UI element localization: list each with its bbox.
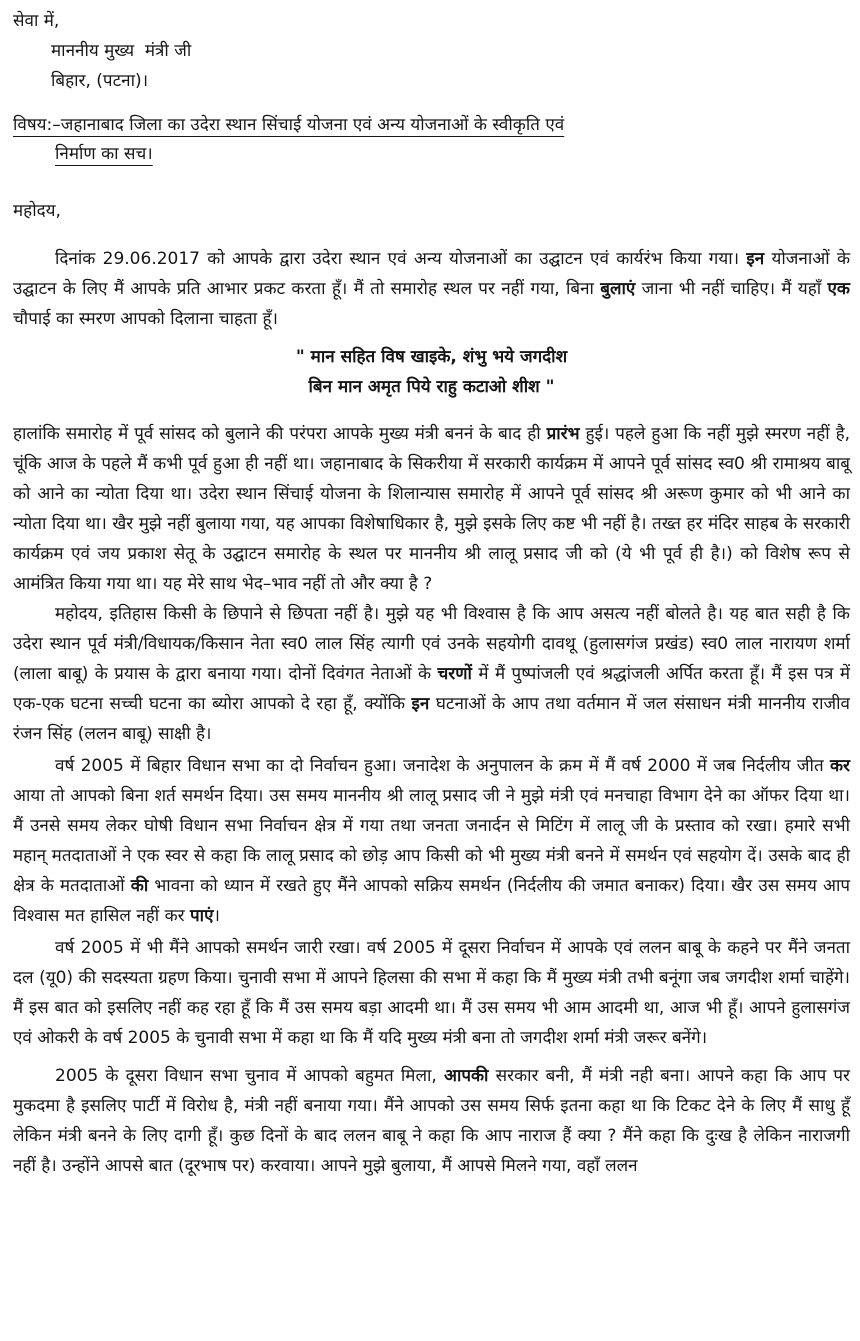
recipient-location: बिहार, (पटना)।: [51, 71, 149, 91]
paragraph-election-2005: वर्ष 2005 में बिहार विधान सभा का दो निर्वाचन हुआ। जनादेश के अनुपालन के क्रम में मैं वर्ष 2000 में जब निर्दलीय जीत कर आया तो आपको बिना शर्त समर्थन दिया। उस समय माननीय श्री लालू प्रसाद जी ने मुझे मंत्री एवं मनचाहा विभाग देने का ऑफर दिया था। मैं उनसे समय लेकर घोषी विधान सभा निर्वाचन क्षेत्र में गया तथा जनता जनार्दन से मिटिंग में लालू जी के प्रस्ताव को रखा। हमारे सभी महान् मतदाताओं ने एक स्वर से कहा कि लालू प्रसाद को छोड़ आप किसी को भी मुख्य मंत्री बनने में समर्थन एवं सहयोग दें। उसके बाद ही क्षेत्र के मतदाताओं की भावना को ध्यान में रखते हुए मैंने आपको सक्रिय समर्थन (निर्दलीय की जमात बनाकर) दिया। खैर उस समय आप विश्वास मत हासिल नहीं कर पाएं।: [13, 756, 850, 926]
subject-line-2: निर्माण का सच।: [55, 144, 153, 164]
couplet-line-2: बिन मान अमृत पिये राहु कटाओ शीश ": [308, 377, 555, 397]
couplet-quote: [13, 342, 850, 402]
paragraph-tradition: हालांकि समारोह में पूर्व सांसद को बुलाने की परंपरा आपके मुख्य मंत्री बननं के बाद ही प्रारंभ हुई। पहले हुआ कि नहीं मुझे स्मरण नहीं है, चूंकि आज के पहले मैं कभी पूर्व हुआ ही नहीं था। जहानाबाद के सिकरीया में सरकारी कार्यक्रम में आपने पूर्व सांसद स्व0 श्री रामाश्रय बाबू को आने का न्योता दिया था। उदेरा स्थान सिंचाई योजना के शिलान्यास समारोह में आपने पूर्व सांसद श्री अरूण कुमार को भी आने का न्योता दिया था। खैर मुझे नहीं बुलाया गया, यह आपका विशेषाधिकार है, मुझे इसके लिए कष्ट भी नहीं है। तख्त हर मंदिर साहब के सरकारी कार्यक्रम एवं जय प्रकाश सेतू के उद्घाटन समारोह के स्थल पर माननीय श्री लालू प्रसाद जी को (ये भी पूर्व ही है।) को विशेष रूप से आमंत्रित किया गया था। यह मेरे साथ भेद–भाव नहीं तो और क्या है ?: [13, 424, 850, 594]
salutation-to: सेवा में,: [13, 11, 60, 31]
subject-block: [13, 111, 850, 169]
paragraph-opening: दिनांक 29.06.2017 को आपके द्वारा उदेरा स्थान एवं अन्य योजनाओं का उद्घाटन एवं कार्यरंभ किया गया। इन योजनाओं के उद्घाटन के लिए मैं आपके प्रति आभार प्रकट करता हूँ। मैं तो समारोह स्थल पर नहीं गया, बिना बुलाएं जाना भी नहीं चाहिए। मैं यहाँ एक चौपाई का स्मरण आपको दिलाना चाहता हूँ।: [13, 249, 850, 329]
letter-header: [13, 6, 850, 96]
couplet-line-1: " मान सहित विष खाइके, शंभु भये जगदीश: [295, 347, 568, 367]
subject-line-1: विषय:–जहानाबाद जिला का उदेरा स्थान सिंचाई योजना एवं अन्य योजनाओं के स्वीकृति एवं: [13, 115, 565, 135]
paragraph-history: महोदय, इतिहास किसी के छिपाने से छिपता नहीं है। मुझे यह भी विश्वास है कि आप असत्य नहीं बोलते है। यह बात सही है कि उदेरा स्थान पूर्व मंत्री/विधायक/किसान नेता स्व0 लाल सिंह त्यागी एवं उनके सहयोगी दावथू (हुलासगंज प्रखंड) स्व0 लाल नारायण शर्मा (लाला बाबू) के प्रयास के द्वारा बनाया गया। दोनों दिवंगत नेताओं के चरणों में मैं पुष्पांजली एवं श्रद्धांजली अर्पित करता हूँ। मैं इस पत्र में एक-एक घटना सच्ची घटना का ब्योरा आपको दे रहा हूँ, क्योंकि इन घटनाओं के आप तथा वर्तमान में जल संसाधन मंत्री माननीय राजीव रंजन सिंह (ललन बाबू) साक्षी है।: [13, 604, 850, 744]
paragraph-support-2005: वर्ष 2005 में भी मैंने आपको समर्थन जारी रखा। वर्ष 2005 में दूसरा निर्वाचन में आपके एवं ललन बाबू के कहने पर मैंने जनता दल (यू0) की सदस्यता ग्रहण किया। चुनावी सभा में आपने हिलसा की सभा में कहा कि मैं मुख्य मंत्री तभी बनूंगा जब जगदीश शर्मा चाहेंगे। मैं इस बात को इसलिए नहीं कह रहा हूँ कि मैं उस समय बड़ा आदमी था। मैं उस समय भी आम आदमी था, आज भी हूँ। आपने हुलासगंज एवं ओकरी के वर्ष 2005 के चुनावी सभा में कहा था कि मैं यदि मुख्य मंत्री बना तो जगदीश शर्मा मंत्री जरूर बनेंगे।: [13, 938, 850, 1048]
greeting: महोदय,: [13, 201, 61, 221]
paragraph-government-formed: 2005 के दूसरा विधान सभा चुनाव में आपको बहुमत मिला, आपकी सरकार बनी, मैं मंत्री नही बना। आपने कहा कि आप पर मुकदमा है इसलिए पार्टी में विरोध है, मंत्री नहीं बनाया गया। मैंने आपको उस समय सिर्फ इतना कहा था कि टिकट देने के लिए मैं साधु हूँ लेकिन मंत्री बनने के लिए दागी हूँ। कुछ दिनों के बाद ललन बाबू ने कहा कि आप नाराज हैं क्या ? मैंने कहा कि दुःख है लेकिन नाराजगी नहीं है। उन्होंने आपसे बात (दूरभाष पर) करवाया। आपने मुझे बुलाया, मैं आपसे मिलने गया, वहाँ ललन: [13, 1066, 850, 1176]
recipient-name: माननीय मुख्य मंत्री जी: [51, 41, 192, 61]
